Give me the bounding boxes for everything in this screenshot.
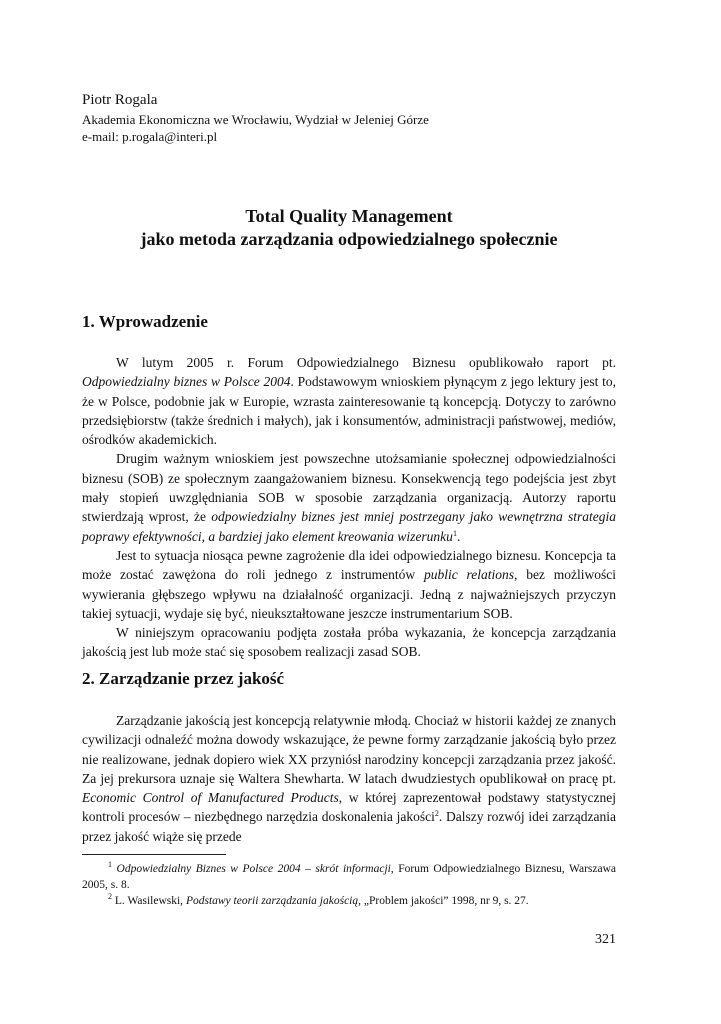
footnote-1: $^1$ Odpowiedzialny Biznes w Polsce 2004 – skrót informacji, Forum Odpowiedzialnego Biznesu, Warszawa 2005, s. 8.: [82, 860, 616, 891]
author-email: e-mail: p.rogala@interi.pl: [82, 129, 218, 144]
paragraph: W niniejszym opracowaniu podjęta została próba wykazania, że koncepcja zarządzania jakością jest lub może stać się sposobem realizacji zasad SOB.: [82, 625, 616, 660]
title-line-2: jako metoda zarządzania odpowiedzialnego społecznie: [140, 229, 558, 249]
section-2-body: [82, 711, 616, 846]
author-block: [82, 90, 642, 145]
footnote-ref[interactable]: 2: [434, 809, 439, 819]
page-number: 321: [595, 932, 616, 947]
footnote-2: $^2$ L. Wasilewski, Podstawy teorii zarządzania jakością, „Problem jakości” 1998, nr 9, s. 27.: [108, 892, 529, 907]
paper-title: [82, 205, 616, 251]
footnote-ref[interactable]: 1: [452, 528, 457, 538]
paragraph: Zarządzanie jakością jest koncepcją relatywnie młodą. Chociaż w historii każdej ze znanych cywilizacji odnaleźć można dowody wskazujące, że pewne formy zarządzanie jakością było przez nie realizowane, jednak dopiero wiek XX przyniósł narodziny koncepcji zarządzania przez jakość. Za jej prekursora uznaje się Waltera Shewharta. W latach dwudziestych opublikował on pracę pt. Economic Control of Manufactured Products, w której zaprezentował podstawy statystycznej kontroli procesów – niezbędnego narzędzia doskonalenia jakości$^2$. Dalszy rozwój idei zarządzania przez jakość wiąże się przede: [82, 713, 617, 844]
footnote-divider: [82, 854, 226, 855]
title-line-1: Total Quality Management: [245, 206, 453, 226]
section-1-heading: 1. Wprowadzenie: [82, 312, 208, 331]
paragraph: W lutym 2005 r. Forum Odpowiedzialnego Biznesu opublikowało raport pt. Odpowiedzialny biznes w Polsce 2004. Podstawowym wnioskiem płynącym z jego lektury jest to, że w Polsce, podobnie jak w Europie, wzrasta zainteresowanie tą koncepcją. Dotyczy to zarówno przedsiębiorstw (także średnich i małych), jak i konsumentów, administracji państwowej, mediów, ośrodków akademickich.: [82, 355, 616, 448]
footnotes: [82, 861, 616, 909]
paragraph: Drugim ważnym wnioskiem jest powszechne utożsamianie społecznej odpowiedzialności biznesu (SOB) ze społecznym zaangażowaniem biznesu. Konsekwencją tego podejścia jest zbyt mały stopień uwzględniania SOB w sposobie zarządzania organizacją. Autorzy raportu stwierdzają wprost, że odpowiedzialny biznes jest mniej postrzegany jako wewnętrzna strategia poprawy efektywności, a bardziej jako element kreowania wizerunku$^1$.: [82, 451, 616, 544]
author-affiliation: Akademia Ekonomiczna we Wrocławiu, Wydział w Jeleniej Górze: [82, 112, 429, 127]
section-1-body: [82, 353, 616, 662]
section-2-heading: 2. Zarządzanie przez jakość: [82, 669, 285, 688]
author-name: Piotr Rogala: [82, 92, 158, 108]
paragraph: Jest to sytuacja niosąca pewne zagrożenie dla idei odpowiedzialnego biznesu. Koncepcja ta może zostać zawężona do roli jednego z instrumentów public relations, bez możliwości wywierania głębszego wpływu na działalność organizacji. Jedną z najważniejszych przyczyn takiej sytuacji, wydaje się być, nieukształtowane jeszcze instrumentarium SOB.: [82, 547, 616, 621]
